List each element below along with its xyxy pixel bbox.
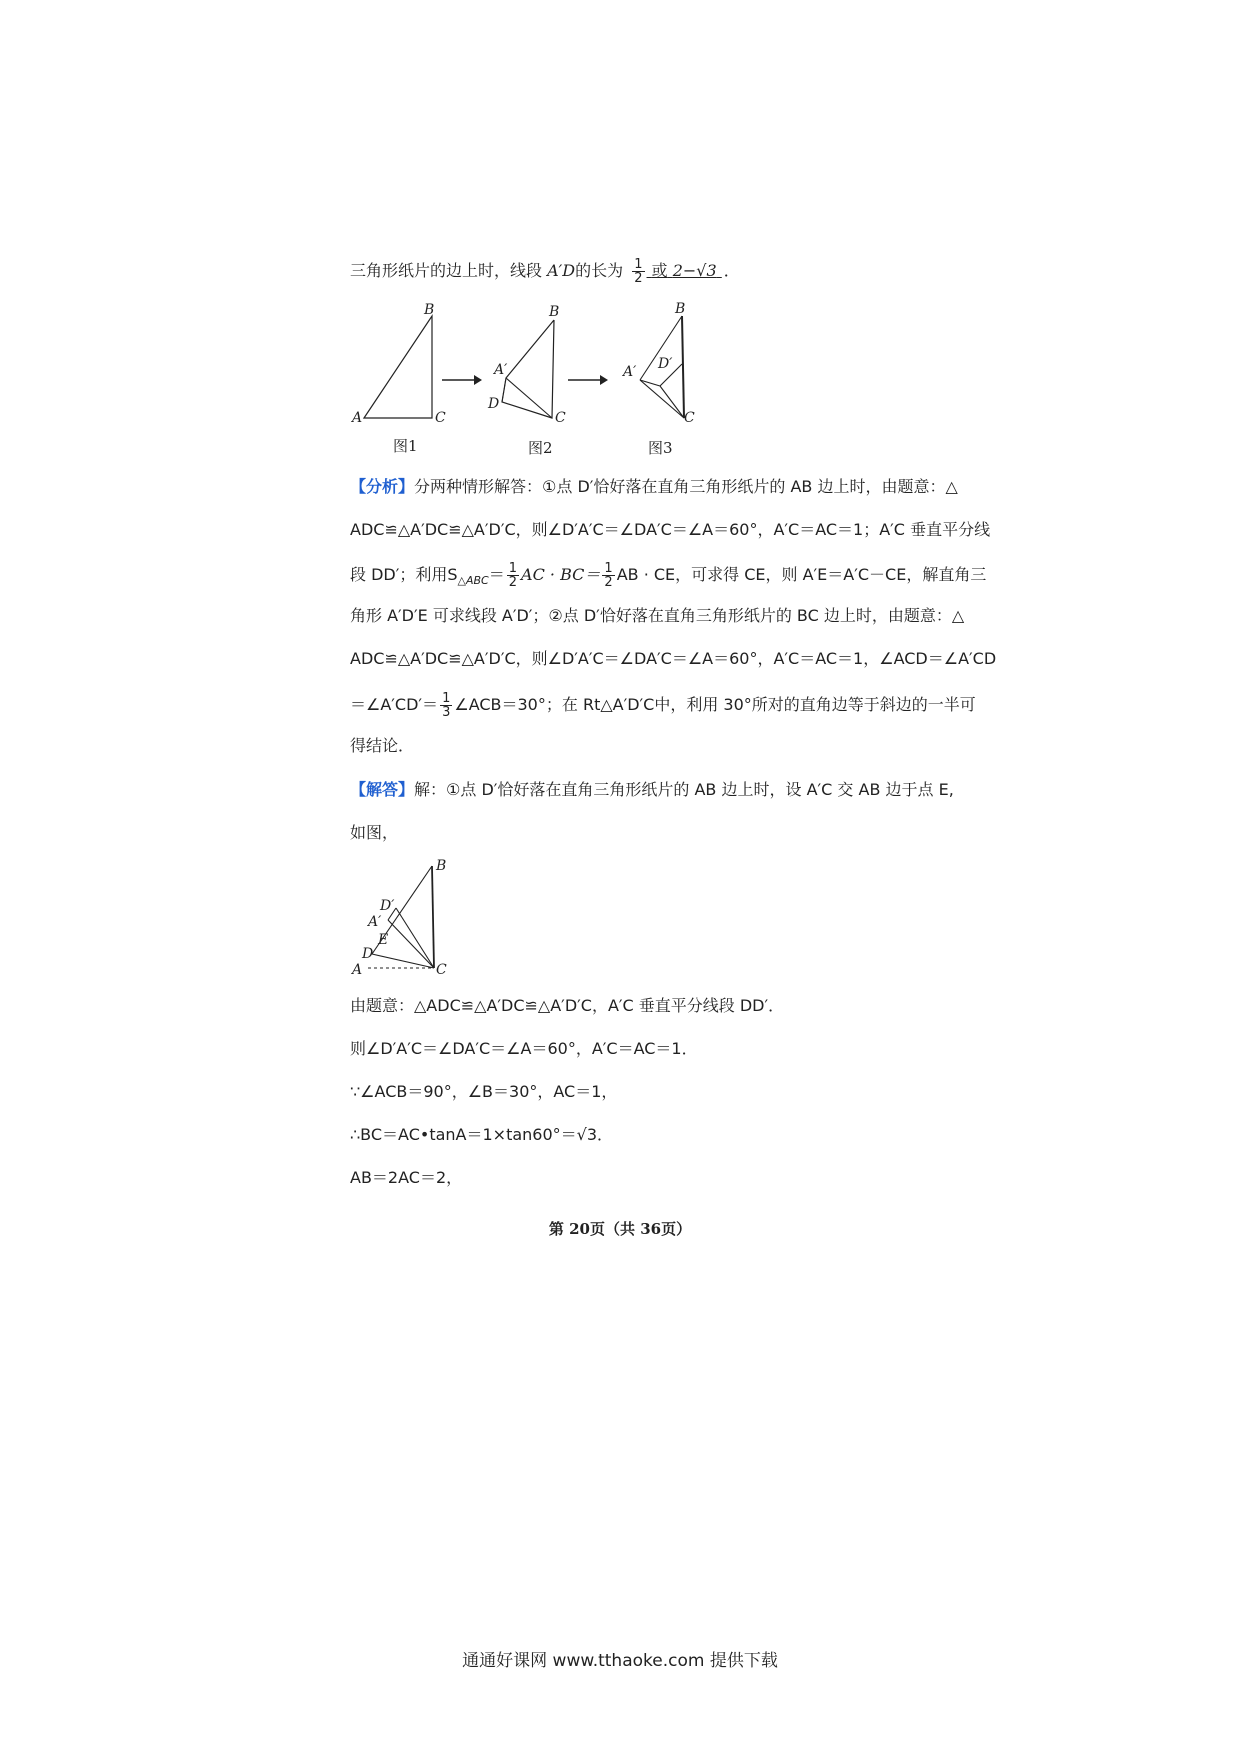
fig3-label-Dp: D′ bbox=[658, 356, 673, 372]
solution-line-3: 由题意：△ADC≌△A′DC≌△A′D′C，A′C 垂直平分线段 DD′． bbox=[350, 996, 785, 1015]
fig2-lines bbox=[502, 320, 554, 418]
sol-label-Ap: A′ bbox=[368, 914, 382, 930]
answer-blank: $\frac{1}{2}$ 或 2−√3 bbox=[634, 257, 717, 286]
solution-line-2: 如图， bbox=[350, 823, 399, 842]
sol-label-C: C bbox=[436, 962, 447, 978]
solution-line-6: ∴BC＝AC•tanA＝1×tan60°＝√3． bbox=[350, 1125, 614, 1144]
analysis-line-6: ＝∠A′CD′＝ $\frac{1}{3}$ ∠ACB＝30°；在 Rt△A′D′C中，利用 30°所对的直角边等于斜边的一半可 bbox=[350, 691, 976, 720]
solution-line-5: ∵∠ACB＝90°，∠B＝30°，AC＝1， bbox=[350, 1082, 618, 1101]
analysis-line-3: 段 DD′；利用$S_{\triangle ABC}=$ $\frac{1}{2}$ AC · BC＝ $\frac{1}{2}$ AB · CE，可求得 CE，则 A′E＝A′C－CE，解直角三 bbox=[350, 561, 987, 590]
sol-label-D: D bbox=[362, 946, 374, 962]
figure-3 bbox=[620, 300, 730, 425]
analysis-line-7: 得结论． bbox=[350, 736, 415, 755]
download-credit: 通通好课网 www.tthaoke.com 提供下载 bbox=[462, 1651, 778, 1671]
solution-line-1: 【解答】解：①点 D′恰好落在直角三角形纸片的 AB 边上时，设 A′C 交 AB 边于点 E, bbox=[350, 780, 954, 799]
sol-label-E: E bbox=[378, 932, 389, 948]
fig3-label-Ap: A′ bbox=[623, 364, 637, 380]
fig1-triangle bbox=[364, 316, 432, 418]
solution-line-7: AB＝2AC＝2， bbox=[350, 1168, 463, 1187]
solution-figure bbox=[350, 858, 460, 978]
fig3-label-C: C bbox=[684, 410, 695, 426]
arrow-right-icon bbox=[568, 374, 608, 386]
sol-label-B: B bbox=[436, 858, 447, 874]
solution-line-4: 则∠D′A′C＝∠DA′C＝∠A＝60°，A′C＝AC＝1． bbox=[350, 1039, 698, 1058]
fig1-caption: 图1 bbox=[393, 437, 418, 455]
analysis-line-5: ADC≌△A′DC≌△A′D′C，则∠D′A′C＝∠DA′C＝∠A＝60°，A′C＝AC＝1，∠ACD＝∠A′CD bbox=[350, 649, 997, 668]
answer-fraction: $\frac{1}{2}$ bbox=[634, 257, 643, 286]
analysis-line-2: ADC≌△A′DC≌△A′D′C，则∠D′A′C＝∠DA′C＝∠A＝60°，A′C＝AC＝1；A′C 垂直平分线 bbox=[350, 520, 991, 539]
arrow-right-icon bbox=[442, 374, 482, 386]
figure-2 bbox=[488, 300, 598, 425]
fig1-label-A: A bbox=[352, 410, 363, 426]
fig2-label-Ap: A′ bbox=[494, 362, 508, 378]
fig2-label-B: B bbox=[549, 304, 560, 320]
fig2-label-C: C bbox=[555, 410, 566, 426]
analysis-line-4: 角形 A′D′E 可求线段 A′D′；②点 D′恰好落在直角三角形纸片的 BC 边上时，由题意：△ bbox=[350, 606, 965, 625]
fig1-label-B: B bbox=[424, 302, 435, 318]
fig2-caption: 图2 bbox=[528, 439, 553, 457]
analysis-tag: 【分析】 bbox=[350, 477, 415, 496]
fig3-label-B: B bbox=[675, 301, 686, 317]
fig2-label-D: D bbox=[488, 396, 500, 412]
intro-line: 三角形纸片的边上时，线段 A′D的长为 $\frac{1}{2}$ 或 2−√3 ． bbox=[350, 257, 740, 286]
half-fraction: $\frac{1}{2}$ bbox=[508, 561, 518, 590]
figure-1 bbox=[350, 300, 460, 425]
solution-tag: 【解答】 bbox=[350, 780, 415, 799]
third-fraction: $\frac{1}{3}$ bbox=[442, 691, 451, 720]
fig3-caption: 图3 bbox=[648, 439, 673, 457]
analysis-line-1: 【分析】分两种情形解答：①点 D′恰好落在直角三角形纸片的 AB 边上时，由题意：△ bbox=[350, 477, 958, 496]
sol-label-Dp: D′ bbox=[380, 898, 395, 914]
fig1-label-C: C bbox=[435, 410, 446, 426]
half-fraction: $\frac{1}{2}$ bbox=[604, 561, 613, 590]
page-number: 第 20页（共 36页） bbox=[548, 1220, 692, 1238]
sol-label-A: A bbox=[352, 962, 363, 978]
